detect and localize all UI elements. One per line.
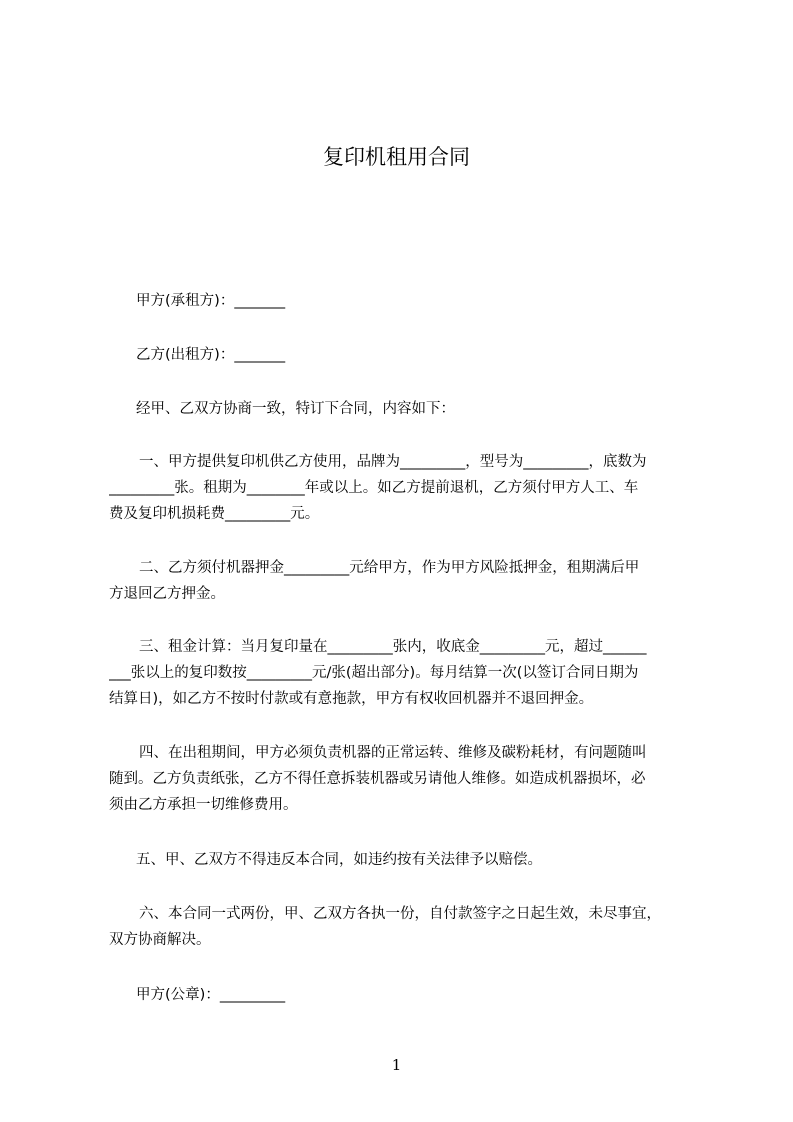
clause-3 <box>109 634 699 712</box>
clause-6 <box>109 901 699 953</box>
clause-2-line-2: 方退回乙方押金。 <box>109 586 225 602</box>
clause-6-line-2: 双方协商解决。 <box>109 932 211 948</box>
clause-6-line-1: 六、本合同一式两份，甲、乙双方各执一份，自付款签字之日起生效，未尽事宜， <box>139 906 661 922</box>
clause-1-line-1: 一、甲方提供复印机供乙方使用，品牌为_________，型号为_________，底数为 <box>139 454 647 470</box>
clause-1 <box>109 449 699 527</box>
clause-5: 五、甲、乙双方不得违反本合同，如违约按有关法律予以赔偿。 <box>136 852 542 868</box>
clause-4 <box>109 740 699 818</box>
party-b-line: 乙方(出租方)：_______ <box>136 347 286 363</box>
clause-1-line-2: _________张。租期为________年或以上。如乙方提前退机，乙方须付甲方人工、车 <box>109 480 639 496</box>
clause-3-line-3: 结算日)，如乙方不按时付款或有意拖款，甲方有权收回机器并不退回押金。 <box>109 691 594 707</box>
clause-4-line-2: 随到。乙方负责纸张，乙方不得任意拆装机器或另请他人维修。如造成机器损坏，必 <box>109 771 646 787</box>
clause-3-line-2: ___张以上的复印数按_________元/张(超出部分)。每月结算一次(以签订合同日期为 <box>109 665 639 681</box>
page-number: 1 <box>391 1056 402 1074</box>
clause-4-line-1: 四、在出租期间，甲方必须负责机器的正常运转、维修及碳粉耗材，有问题随叫 <box>139 745 647 761</box>
clause-1-line-3: 费及复印机损耗费_________元。 <box>109 506 320 522</box>
document-title: 复印机租用合同 <box>323 145 470 169</box>
clause-2-line-1: 二、乙方须付机器押金_________元给甲方，作为甲方风险抵押金，租期满后甲 <box>139 560 640 576</box>
party-a-line: 甲方(承租方)：_______ <box>136 293 286 309</box>
clause-2 <box>109 555 699 607</box>
intro-paragraph: 经甲、乙双方协商一致，特订下合同，内容如下： <box>136 401 455 417</box>
clause-4-line-3: 须由乙方承担一切维修费用。 <box>109 797 298 813</box>
clause-3-line-1: 三、租金计算：当月复印量在_________张内，收底金_________元，超过______ <box>139 639 647 655</box>
party-a-seal-line: 甲方(公章)：_________ <box>136 987 286 1003</box>
